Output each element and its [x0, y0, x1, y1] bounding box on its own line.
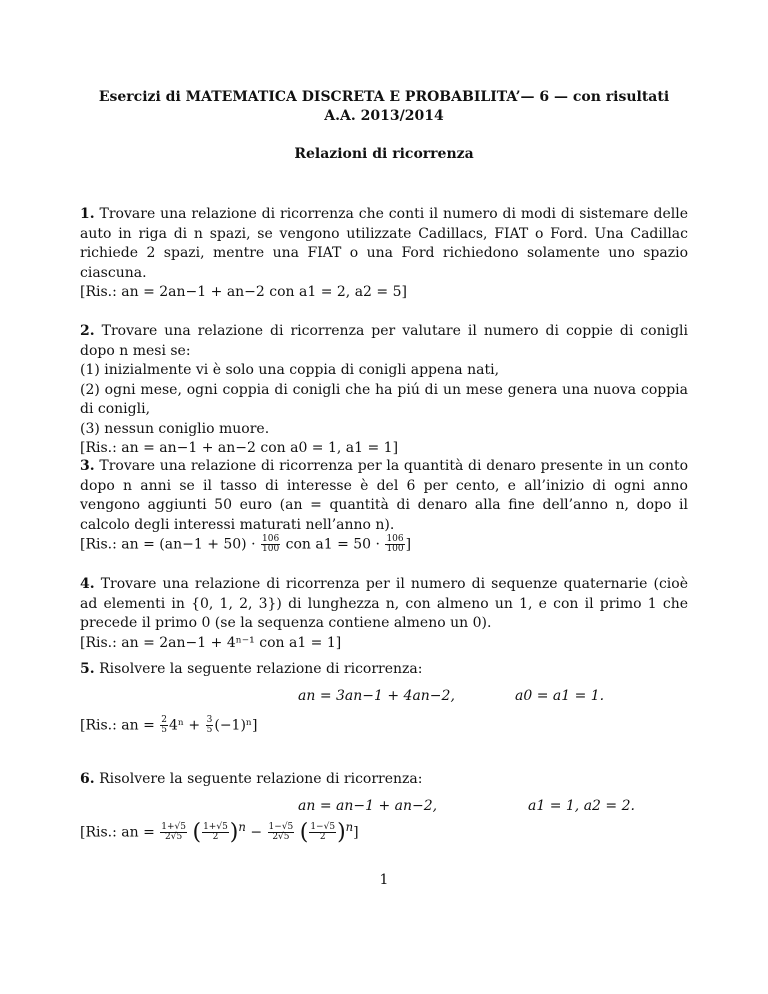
recurrence-equation: an = an−1 + an−2,	[298, 798, 438, 814]
exercise-text: Trovare una relazione di ricorrenza per la quantità di denaro presente in un conto dopo n anni se il tasso di interesse è del 6 per cento, e all’inizio di ogni anno vengono aggiunti 50 euro (an = quantità di denaro alla fine dell’anno n, dopo il calcolo degli interessi maturati nell’anno n).	[80, 458, 689, 533]
page-number: 1	[379, 872, 389, 888]
exercise-result: [Ris.: an = $\frac{1+√5}{2√5}$ ( $\frac{1+√5}{2}$ )$^n$ − $\frac{1-√5}{2√5}$ ( $\frac{1-√5}{2}$ )$^n$]	[80, 820, 359, 846]
initial-conditions: a0 = a1 = 1.	[515, 688, 605, 704]
exercise-text: Risolvere la seguente relazione di ricorrenza:	[99, 771, 423, 787]
exercise-3	[80, 457, 688, 555]
exercise-6	[80, 770, 688, 790]
section-title: Relazioni di ricorrenza	[294, 146, 474, 162]
list-item: (1) inizialmente vi è solo una coppia di conigli appena nati,	[80, 362, 500, 378]
exercise-4	[80, 575, 688, 653]
fraction: $\frac{1+√5}{2}$	[203, 822, 228, 843]
exercise-1	[80, 205, 688, 303]
exercise-result: [Ris.: an = (an−1 + 50) · $\frac{106}{100}$ con a1 = 50 · $\frac{106}{100}$ ]	[80, 534, 412, 554]
exercise-result: [Ris.: an = 2an−1 + an−2 con a1 = 2, a2 = 5]	[80, 284, 407, 300]
initial-conditions: a1 = 1, a2 = 2.	[528, 798, 635, 814]
academic-year: A.A. 2013/2014	[324, 108, 444, 124]
list-item: (2) ogni mese, ogni coppia di conigli che ha piú di un mese genera una nuova coppia di conigli,	[80, 381, 688, 417]
list-item: (3) nessun coniglio muore.	[80, 420, 270, 437]
document-title: Esercizi di MATEMATICA DISCRETA E PROBABILITA’— 6 — con risultati	[98, 89, 670, 105]
exercise-result: [Ris.: an = an−1 + an−2 con a0 = 1, a1 = 1]	[80, 440, 399, 456]
exercise-result: [Ris.: an = $\frac{2}{5}$ 4ⁿ + $\frac{3}{5}$ (−1)ⁿ]	[80, 715, 258, 735]
exercise-number: 2.	[80, 323, 95, 339]
recurrence-equation: an = 3an−1 + 4an−2,	[298, 688, 455, 704]
exercise-number: 3.	[80, 458, 95, 474]
exercise-5	[80, 660, 688, 680]
fraction: $\frac{2}{5}$	[161, 715, 168, 735]
exercise-number: 6.	[80, 771, 95, 787]
exercise-number: 1.	[80, 206, 95, 222]
fraction: $\frac{1-√5}{2√5}$	[268, 822, 294, 843]
exercise-text: Trovare una relazione di ricorrenza che conti il numero di modi di sistemare delle auto in riga di n spazi, se vengono utilizzate Cadillacs, FIAT o Ford. Una Cadillac richiede 2 spazi, mentre una FIAT o una Ford richiedono solamente uno spazio ciascuna.	[80, 206, 689, 281]
fraction: $\frac{3}{5}$	[206, 715, 213, 735]
exercise-number: 5.	[80, 661, 95, 677]
fraction: $\frac{106}{100}$	[262, 534, 280, 554]
fraction: $\frac{1-√5}{2}$	[310, 822, 336, 843]
exercise-text: Trovare una relazione di ricorrenza per valutare il numero di coppie di conigli dopo n mesi se:	[80, 323, 688, 359]
exercise-text: Trovare una relazione di ricorrenza per il numero di sequenze quaternarie (cioè ad elementi in {0, 1, 2, 3}) di lunghezza n, con almeno un 1, e con il primo 1 che precede il primo 0 (se la sequenza contiene almeno un 0).	[80, 576, 688, 631]
fraction: $\frac{1+√5}{2√5}$	[161, 822, 187, 843]
exercise-2	[80, 322, 688, 459]
exercise-result: [Ris.: an = 2an−1 + 4ⁿ⁻¹ con a1 = 1]	[80, 634, 342, 651]
fraction: $\frac{106}{100}$	[386, 534, 404, 554]
exercise-text: Risolvere la seguente relazione di ricorrenza:	[99, 661, 423, 677]
exercise-number: 4.	[80, 576, 95, 592]
